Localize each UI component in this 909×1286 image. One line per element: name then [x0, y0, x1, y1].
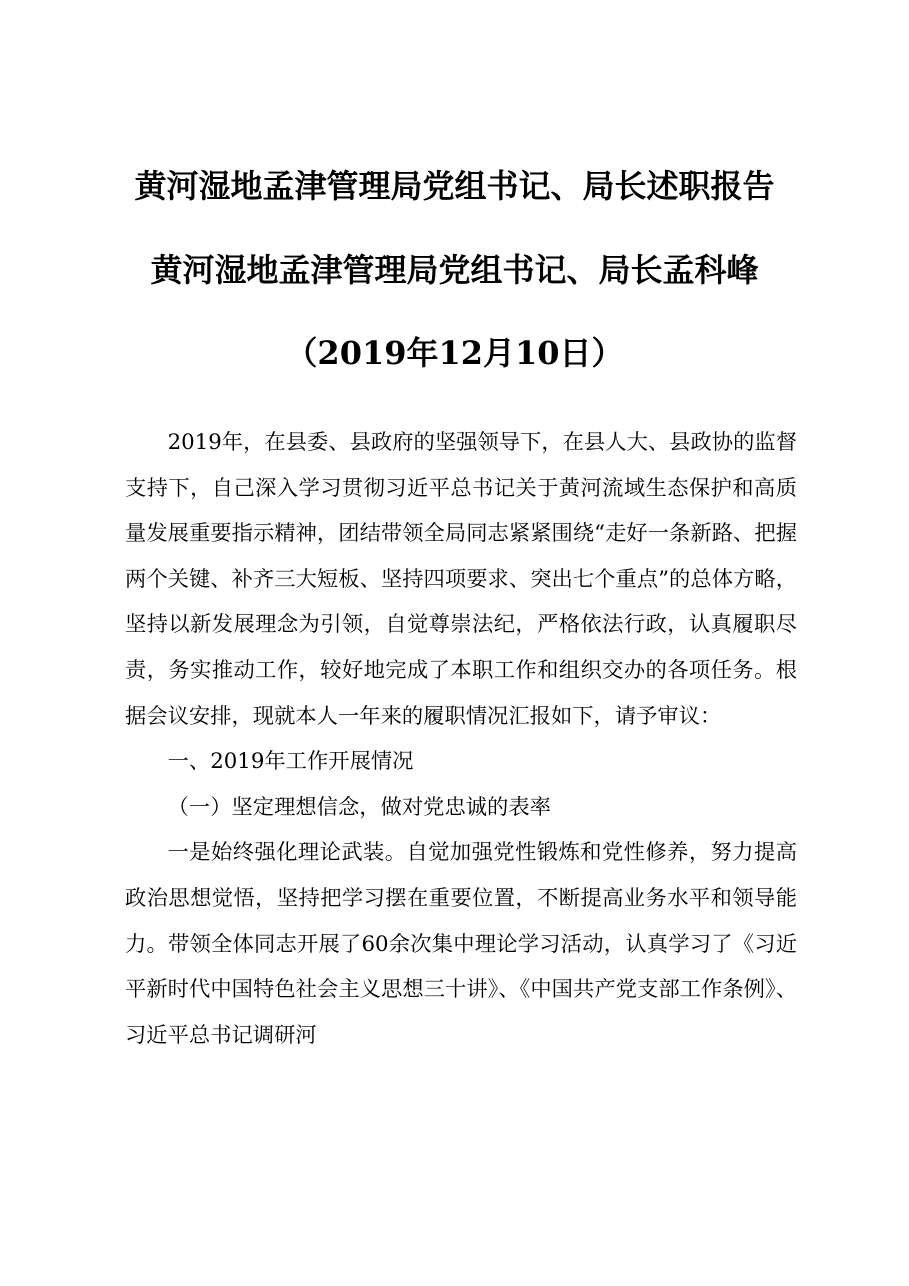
report-date: （2019年12月10日） — [285, 334, 624, 372]
body-paragraph: 一是始终强化理论武装。自觉加强党性锻炼和党性修养，努力提高政治思想觉悟，坚持把学习摆在重要位置，不断提高业务水平和领导能力。带领全体同志开展了60余次集中理论学习活动，认真学习了《习近平新时代中国特色社会主义思想三十讲》、《中国共产党支部工作条例》、习近平总书记调研河 — [125, 840, 797, 1048]
subsection-heading: （一）坚定理想信念，做对党忠诚的表率 — [167, 794, 551, 820]
intro-paragraph: 2019年，在县委、县政府的坚强领导下，在县人大、县政协的监督支持下，自己深入学习贯彻习近平总书记关于黄河流域生态保护和高质量发展重要指示精神，团结带领全局同志紧紧围绕“走好一条新路、把握两个关键、补齐三大短板、坚持四项要求、突出七个重点”的总体方略，坚持以新发展理念为引领，自觉尊崇法纪，严格依法行政，认真履职尽责，务实推动工作，较好地完成了本职工作和组织交办的各项任务。根据会议安排，现就本人一年来的履职情况汇报如下，请予审议： — [125, 430, 797, 729]
report-title: 黄河湿地孟津管理局党组书记、局长述职报告 — [134, 167, 775, 205]
report-body — [125, 420, 797, 1058]
section-heading: 一、2019年工作开展情况 — [167, 749, 414, 775]
author-line: 黄河湿地孟津管理局党组书记、局长孟科峰 — [150, 251, 759, 289]
